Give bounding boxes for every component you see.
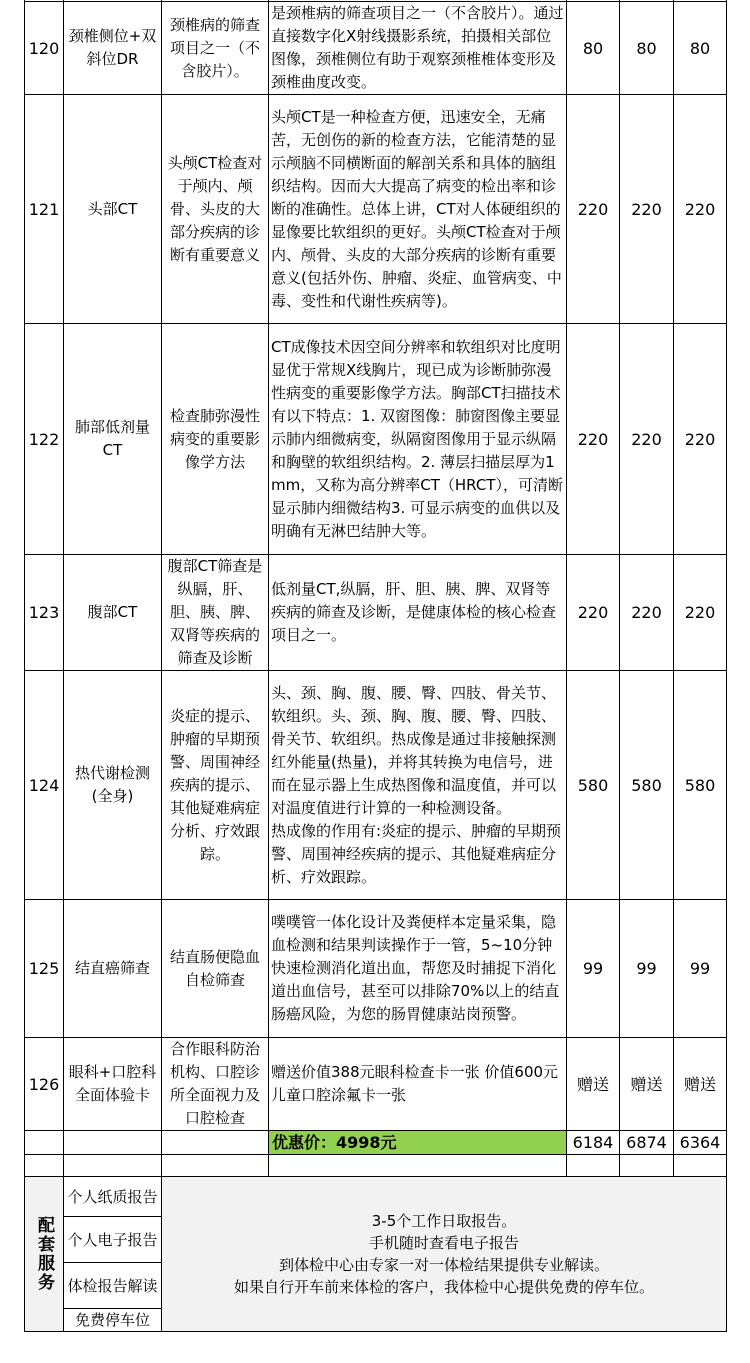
table-row <box>25 95 727 324</box>
item-price: 220 <box>620 555 674 671</box>
empty-cell <box>64 1131 162 1155</box>
item-price: 220 <box>567 95 620 324</box>
service-item: 免费停车位 <box>64 1309 162 1332</box>
service-line: 手机随时查看电子报告 <box>368 1234 519 1252</box>
services-label: 配套服务 <box>25 1177 64 1332</box>
item-purpose: 腹部CT筛查是纵膈，肝、胆、胰、脾、双肾等疾病的筛查及诊断 <box>162 555 269 671</box>
item-price: 580 <box>567 671 620 900</box>
service-line: 如果自行开车前来体检的客户，我体检中心提供免费的停车位。 <box>233 1278 654 1296</box>
item-name: 腹部CT <box>64 555 162 671</box>
item-price: 赠送 <box>674 1038 727 1131</box>
item-description: 是颈椎病的筛查项目之一（不含胶片）。通过直接数字化X射线摄影系统，拍摄相关部位图像，颈椎侧位有助于观察颈椎椎体变形及颈椎曲度改变。 <box>269 2 567 95</box>
item-purpose: 头颅CT检查对于颅内、颅骨、头皮的大部分疾病的诊断有重要意义 <box>162 95 269 324</box>
item-purpose: 合作眼科防治机构、口腔诊所全面视力及口腔检查 <box>162 1038 269 1131</box>
item-purpose: 颈椎病的筛查项目之一（不含胶片）。 <box>162 2 269 95</box>
table-row <box>25 555 727 671</box>
service-item: 个人纸质报告 <box>64 1177 162 1217</box>
item-price: 220 <box>674 95 727 324</box>
discount-row <box>25 1131 727 1155</box>
item-number: 125 <box>25 900 64 1038</box>
empty-cell <box>162 1131 269 1155</box>
table-row <box>25 2 727 95</box>
item-name: 热代谢检测(全身) <box>64 671 162 900</box>
item-description: 赠送价值388元眼科检查卡一张 价值600元儿童口腔涂氟卡一张 <box>269 1038 567 1131</box>
empty-cell <box>25 1155 64 1177</box>
table-row <box>25 900 727 1038</box>
table-row <box>25 1038 727 1131</box>
empty-cell <box>269 1155 567 1177</box>
total-price: 6364 <box>674 1131 727 1155</box>
total-price: 6184 <box>567 1131 620 1155</box>
empty-cell <box>567 1155 620 1177</box>
spacer-row <box>25 1155 727 1177</box>
item-description <box>269 671 567 900</box>
service-line: 3-5个工作日取报告。 <box>371 1212 517 1230</box>
item-purpose: 检查肺弥漫性病变的重要影像学方法 <box>162 324 269 555</box>
item-description-extra: 热成像的作用有:炎症的提示、肿瘤的早期预警、周围神经疾病的提示、其他疑难病症分析、疗效跟踪。 <box>271 821 562 886</box>
item-price: 赠送 <box>567 1038 620 1131</box>
service-row <box>25 1177 727 1217</box>
item-price: 220 <box>674 555 727 671</box>
service-line: 到体检中心由专家一对一体检结果提供专业解读。 <box>278 1256 609 1274</box>
item-description-main: 头、颈、胸、腹、腰、臀、四肢、骨关节、软组织。头、颈、胸、腹、腰、臀、四肢、骨关节、软组织。热成像是通过非接触探测红外能量(热量)，并将其转换为电信号，进而在显示器上生成热图像和温度值，并可以对温度值进行计算的一种检测设备。 <box>271 683 557 817</box>
item-number: 120 <box>25 2 64 95</box>
item-price: 99 <box>620 900 674 1038</box>
checkup-items-table <box>24 0 727 1332</box>
item-price: 80 <box>620 2 674 95</box>
service-item: 体检报告解读 <box>64 1263 162 1309</box>
item-number: 123 <box>25 555 64 671</box>
item-price: 80 <box>567 2 620 95</box>
table-row <box>25 671 727 900</box>
empty-cell <box>25 1131 64 1155</box>
item-number: 122 <box>25 324 64 555</box>
item-name: 颈椎侧位+双斜位DR <box>64 2 162 95</box>
item-name: 肺部低剂量CT <box>64 324 162 555</box>
discount-price: 优惠价：4998元 <box>269 1131 567 1155</box>
item-number: 124 <box>25 671 64 900</box>
empty-cell <box>162 1155 269 1177</box>
total-price: 6874 <box>620 1131 674 1155</box>
item-number: 126 <box>25 1038 64 1131</box>
table-row <box>25 324 727 555</box>
item-name: 头部CT <box>64 95 162 324</box>
item-name: 结直癌筛查 <box>64 900 162 1038</box>
item-price: 580 <box>674 671 727 900</box>
empty-cell <box>620 1155 674 1177</box>
item-name: 眼科+口腔科全面体验卡 <box>64 1038 162 1131</box>
item-price: 220 <box>620 95 674 324</box>
service-item: 个人电子报告 <box>64 1217 162 1263</box>
item-price: 580 <box>620 671 674 900</box>
item-description: 低剂量CT,纵膈，肝、胆、胰、脾、双肾等疾病的筛查及诊断，是健康体检的核心检查项目之一。 <box>269 555 567 671</box>
empty-cell <box>674 1155 727 1177</box>
item-price: 220 <box>567 555 620 671</box>
item-price: 99 <box>674 900 727 1038</box>
item-price: 220 <box>567 324 620 555</box>
item-description: CT成像技术因空间分辨率和软组织对比度明显优于常规X线胸片，现已成为诊断肺弥漫性病变的重要影像学方法。胸部CT扫描技术有以下特点：1. 双窗图像：肺窗图像主要显示肺内细微病变，纵隔窗图像用于显示纵隔和胸壁的软组织结构。2. 薄层扫描层厚为1 mm，又称为高分辨率CT（HRCT），可清断显示肺内细微结构3. 可显示病变的血供以及明确有无淋巴结肿大等。 <box>269 324 567 555</box>
item-description: 噗噗管一体化设计及粪便样本定量采集，隐血检测和结果判读操作于一管，5~10分钟快速检测消化道出血，帮您及时捕捉下消化道出血信号，甚至可以排除70%以上的结直肠癌风险，为您的肠胃健康站岗预警。 <box>269 900 567 1038</box>
item-number: 121 <box>25 95 64 324</box>
item-price: 赠送 <box>620 1038 674 1131</box>
item-description: 头颅CT是一种检查方便，迅速安全，无痛苦，无创伤的新的检查方法，它能清楚的显示颅脑不同横断面的解剖关系和具体的脑组织结构。因而大大提高了病变的检出率和诊断的准确性。总体上讲，CT对人体硬组织的显像要比软组织的更好。头颅CT检查对于颅内、颅骨、头皮的大部分疾病的诊断有重要意义(包括外伤、肿瘤、炎症、血管病变、中毒、变性和代谢性疾病等)。 <box>269 95 567 324</box>
item-price: 220 <box>674 324 727 555</box>
item-price: 80 <box>674 2 727 95</box>
item-purpose: 结直肠便隐血自检筛查 <box>162 900 269 1038</box>
item-price: 220 <box>620 324 674 555</box>
service-description <box>162 1177 727 1332</box>
empty-cell <box>64 1155 162 1177</box>
item-price: 99 <box>567 900 620 1038</box>
item-purpose: 炎症的提示、肿瘤的早期预警、周围神经疾病的提示、其他疑难病症分析、疗效跟踪。 <box>162 671 269 900</box>
